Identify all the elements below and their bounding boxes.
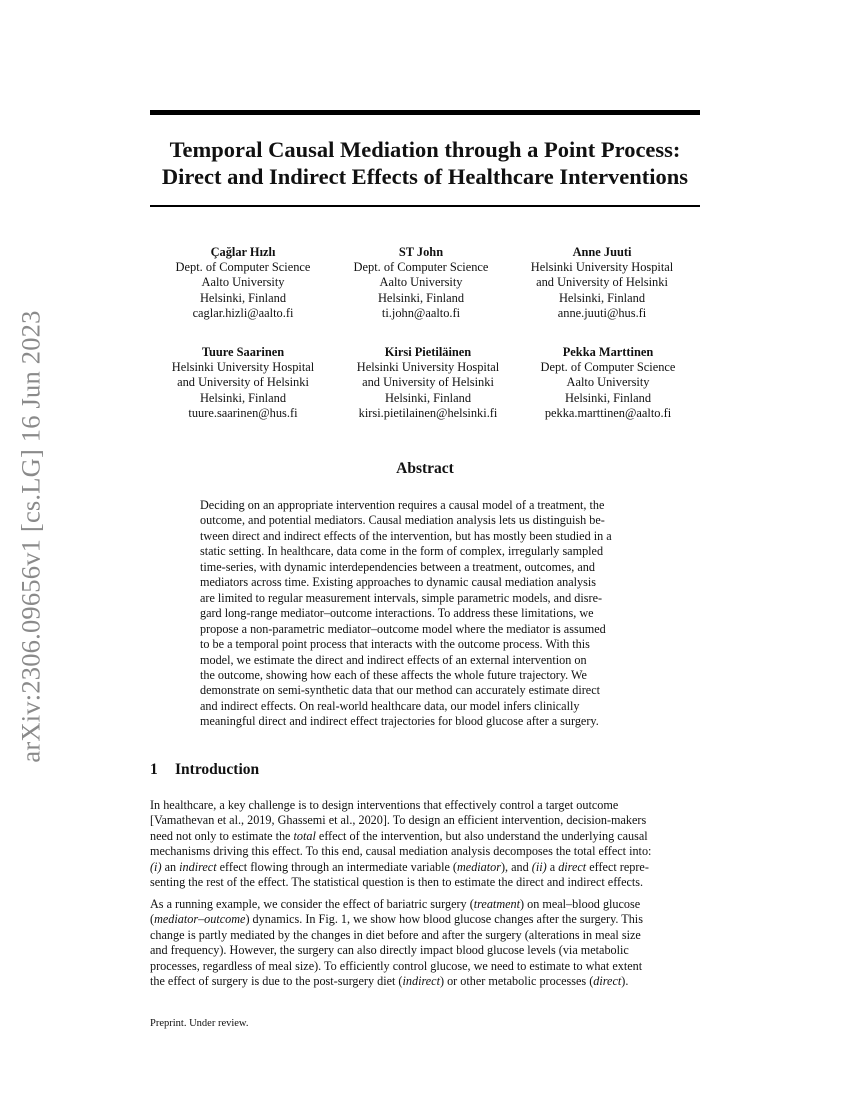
abstract-line: to be a temporal point process that interacts with the outcome process. With this — [200, 637, 590, 652]
author-location: Helsinki, Finland — [558, 290, 646, 305]
abstract-line: tween direct and indirect effects of the intervention, but has mostly been studied in a — [200, 528, 612, 543]
text-line: As a running example, we consider the effect of bariatric surgery (treatment) on meal–blood glucose — [150, 897, 641, 911]
author-affiliation: Helsinki University Hospital — [530, 260, 674, 275]
abstract-line: Deciding on an appropriate intervention requires a causal model of a treatment, the — [200, 498, 605, 512]
author-location: Helsinki, Finland — [377, 290, 465, 305]
intro-paragraph-2 — [150, 897, 705, 989]
author-email[interactable]: anne.juuti@hus.fi — [557, 305, 647, 320]
section-title: Introduction — [175, 761, 260, 778]
title-top-rule — [150, 110, 700, 115]
text-line: mechanisms driving this effect. To this end, causal mediation analysis decomposes the total effect into: — [150, 844, 652, 859]
author-affiliation: Aalto University — [201, 275, 285, 290]
author-name: Çağlar Hızlı — [210, 245, 276, 259]
text-line: [Vamathevan et al., 2019, Ghassemi et al., 2020]. To design an efficient intervention, decision-makers — [150, 813, 647, 828]
arxiv-identifier-text: arXiv:2306.09656v1 [cs.LG] 16 Jun 2023 — [15, 309, 46, 763]
author-name: ST John — [398, 245, 444, 259]
author-name: Tuure Saarinen — [201, 345, 285, 359]
text-line: need not only to estimate the total effect of the intervention, but also understand the underlying causal — [150, 828, 648, 843]
abstract-line: propose a non-parametric mediator–outcome model where the mediator is assumed — [200, 621, 606, 636]
author-affiliation: Helsinki University Hospital — [171, 360, 315, 375]
author-email[interactable]: tuure.saarinen@hus.fi — [188, 405, 298, 420]
footer-note: Preprint. Under review. — [150, 1018, 249, 1029]
author-email[interactable]: kirsi.pietilainen@helsinki.fi — [358, 405, 498, 420]
author-location: Helsinki, Finland — [199, 390, 287, 405]
author-affiliation: Aalto University — [379, 275, 463, 290]
author-affiliation: and University of Helsinki — [536, 275, 668, 290]
abstract-line: are limited to regular measurement intervals, simple parametric models, and disre- — [200, 590, 603, 605]
author-block — [143, 345, 343, 421]
abstract-line: the outcome, showing how each of these affects the whole future trajectory. We — [200, 667, 587, 682]
text-line: (i) an indirect effect flowing through an intermediate variable (mediator), and (ii) a direct effect repre- — [150, 859, 649, 874]
title-bottom-rule — [150, 205, 700, 207]
author-name: Anne Juuti — [572, 245, 632, 259]
abstract-line: demonstrate on semi-synthetic data that our method can accurately estimate direct — [200, 683, 601, 698]
text-line: change is partly mediated by the changes in diet before and after the surgery (alterations in meal size — [150, 927, 641, 942]
abstract-line: meaningful direct and indirect effect trajectories for blood glucose after a surgery. — [200, 714, 599, 729]
abstract-line: gard long-range mediator–outcome interactions. To address these limitations, we — [200, 606, 594, 621]
author-location: Helsinki, Finland — [199, 290, 287, 305]
abstract-heading: Abstract — [396, 460, 454, 477]
abstract-line: and indirect effects. On real-world healthcare data, our model infers clinically — [200, 698, 580, 713]
author-affiliation: and University of Helsinki — [362, 375, 494, 390]
author-block — [508, 345, 708, 421]
author-name: Kirsi Pietiläinen — [384, 345, 472, 359]
author-affiliation: and University of Helsinki — [177, 375, 309, 390]
abstract-line: model, we estimate the direct and indirect effects of an external intervention on — [200, 652, 587, 667]
text-line: In healthcare, a key challenge is to design interventions that effectively control a target outcome — [150, 798, 619, 812]
author-location: Helsinki, Finland — [564, 390, 652, 405]
text-line: the effect of surgery is due to the post-surgery diet (indirect) or other metabolic processes (direct). — [150, 974, 629, 989]
paper-title — [140, 136, 710, 190]
author-email[interactable]: pekka.marttinen@aalto.fi — [544, 405, 672, 420]
text-line: processes, regardless of meal size). To efficiently control glucose, we need to estimate to what extent — [150, 958, 643, 973]
author-block — [143, 245, 343, 321]
abstract-line: outcome, and potential mediators. Causal mediation analysis lets us distinguish be- — [200, 513, 605, 528]
abstract-line: time-series, with dynamic interdependencies between a treatment, outcomes, and — [200, 559, 595, 574]
author-block — [328, 345, 528, 421]
intro-paragraph-1 — [150, 798, 705, 890]
author-affiliation: Dept. of Computer Science — [353, 260, 489, 275]
author-email[interactable]: ti.john@aalto.fi — [381, 305, 461, 320]
abstract-line: mediators across time. Existing approaches to dynamic causal mediation analysis — [200, 575, 596, 590]
author-block — [502, 245, 702, 321]
author-name: Pekka Marttinen — [562, 345, 654, 359]
title-line-1: Temporal Causal Mediation through a Point Process: — [169, 137, 681, 162]
arxiv-identifier — [4, 296, 58, 776]
abstract-body — [200, 498, 652, 730]
author-affiliation: Aalto University — [566, 375, 650, 390]
text-line: senting the rest of the effect. The statistical question is then to estimate the direct and indirect effects. — [150, 875, 644, 890]
author-location: Helsinki, Finland — [384, 390, 472, 405]
section-heading — [150, 761, 259, 779]
author-block — [321, 245, 521, 321]
author-affiliation: Dept. of Computer Science — [175, 260, 311, 275]
author-affiliation: Helsinki University Hospital — [356, 360, 500, 375]
title-line-2: Direct and Indirect Effects of Healthcare Interventions — [161, 164, 689, 189]
text-line: and frequency). However, the surgery can also directly impact blood glucose levels (via metabolic — [150, 943, 629, 958]
section-number: 1 — [150, 761, 158, 778]
author-email[interactable]: caglar.hizli@aalto.fi — [192, 305, 294, 320]
author-affiliation: Dept. of Computer Science — [540, 360, 676, 375]
text-line: (mediator–outcome) dynamics. In Fig. 1, we show how blood glucose changes after the surgery. This — [150, 912, 643, 927]
abstract-line: static setting. In healthcare, data come in the form of complex, irregularly sampled — [200, 544, 604, 559]
